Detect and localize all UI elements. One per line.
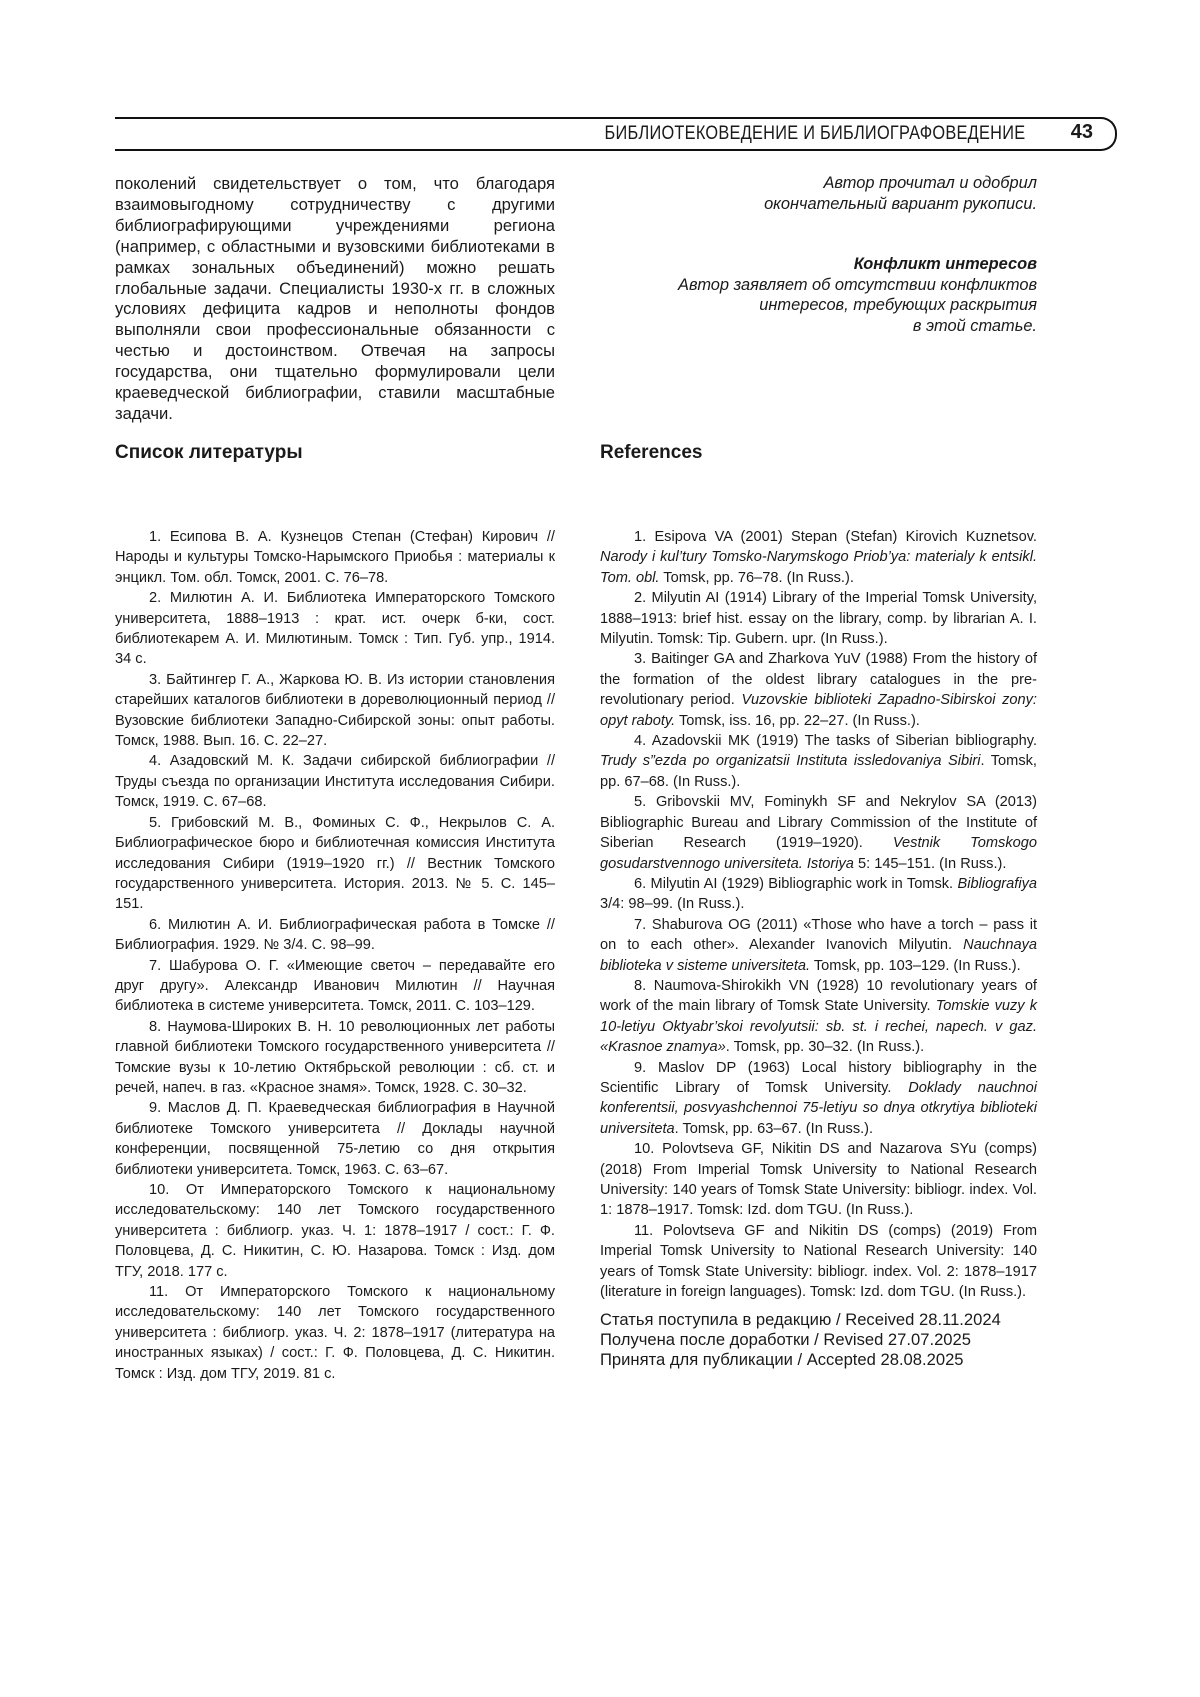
reference-source-title: Tomskie vuzy k 10-letiyu Oktyabr’skoi revolyutsii: sb. st. i rechei, napech. v gaz. «Krasnoe znamya» [600,998,1037,1055]
reference-text: . Tomsk, pp. 30–32. (In Russ.). [726,1039,924,1055]
reference-item: 10. От Императорского Томского к национальному исследовательскому: 140 лет Томского государственного университета : библиогр. указ. Ч. 1: 1878–1917 / сост.: Г. Ф. Половцева, Д. С. Никитин, С. Ю. Назарова. Томск : Изд. дом ТГУ, 2018. 177 с. [115,1180,555,1282]
reference-item: 3. Байтингер Г. А., Жаркова Ю. В. Из истории становления старейших каталогов библиотеки в дореволюционный период // Вузовские библиотеки Западно-Сибирской зоны: опыт работы. Томск, 1988. Вып. 16. С. 22–27. [115,670,555,752]
conflict-line: Автор заявляет об отсутствии конфликтов [600,275,1037,296]
reference-source-title: Vuzovskie biblioteki Zapadno-Sibirskoi zony: opyt raboty. [600,692,1037,728]
reference-text: Tomsk, iss. 16, pp. 22–27. (In Russ.). [675,713,920,729]
publication-dates [600,1310,1040,1370]
reference-text: 9. Maslov DP (1963) Local history bibliography in the Scientific Library of Tomsk University. [600,1060,1037,1096]
reference-text: 3/4: 98–99. (In Russ.). [600,896,744,912]
reference-text: 6. Milyutin AI (1929) Bibliographic work in Tomsk. [634,876,958,892]
conflict-line: в этой статье. [600,316,1037,337]
references-en-list [600,527,1037,1302]
reference-text: 7. Shaburova OG (2011) «Those who have a torch – pass it on to each other». Alexander Ivanovich Milyutin. [600,917,1037,953]
references-ru-list [115,527,555,1384]
reference-item [600,1058,1037,1140]
reference-text: 10. Polovtseva GF, Nikitin DS and Nazarova SYu (comps) (2018) From Imperial Tomsk University to National Research University: 140 years of Tomsk State University: bibliogr. index. Vol. 1: 1878–1917. Tomsk: Izd. dom TGU. (In Russ.). [600,1141,1037,1218]
approval-line: Автор прочитал и одобрил [600,173,1037,194]
reference-text: 1. Esipova VA (2001) Stepan (Stefan) Kirovich Kuznetsov. [634,529,1037,545]
reference-item: 5. Грибовский М. В., Фоминых С. Ф., Некрылов С. А. Библиографическое бюро и библиотечная комиссия Института исследования Сибири (1919–1920 гг.) // Вестник Томского государственного университета. История. 2013. № 5. С. 145–151. [115,813,555,915]
reference-text: 5. Gribovskii MV, Fominykh SF and Nekrylov SA (2013) Bibliographic Bureau and Library Commission of the Institute of Siberian Research (1919–1920). [600,794,1037,851]
reference-item [600,527,1037,588]
reference-text: 11. Polovtseva GF and Nikitin DS (comps) (2019) From Imperial Tomsk University to National Research University: 140 years of Tomsk State University: bibliogr. index. Vol. 2: 1878–1917 (literature in foreign languages). Tomsk: Izd. dom TGU. (In Russ.). [600,1223,1037,1300]
reference-item: 6. Милютин А. И. Библиографическая работа в Томске // Библиография. 1929. № 3/4. С. 98–99. [115,915,555,956]
reference-item [600,874,1037,915]
references-ru-heading: Список литературы [115,442,303,464]
reference-item [600,792,1037,874]
reference-text: Tomsk, pp. 103–129. (In Russ.). [810,958,1021,974]
author-notes [600,173,1037,337]
revised-date: Получена после доработки / Revised 27.07.2025 [600,1330,1040,1350]
reference-item: 2. Милютин А. И. Библиотека Императорского Томского университета, 1888–1913 : крат. ист. очерк б-ки, сост. библиотекарем А. И. Милютиным. Томск : Тип. Губ. упр., 1914. 34 с. [115,588,555,670]
reference-source-title: Narody i kul’tury Tomsko-Narymskogo Priob’ya: materialy k entsikl. Tom. obl. [600,549,1037,585]
reference-source-title: Doklady nauchnoi konferentsii, posvyashchennoi 75-letiyu so dnya otkrytiya biblioteki universiteta [600,1080,1037,1137]
reference-text: Tomsk, pp. 76–78. (In Russ.). [660,570,854,586]
conflict-heading: Конфликт интересов [600,254,1037,275]
reference-text: 2. Milyutin AI (1914) Library of the Imperial Tomsk University, 1888–1913: brief hist. essay on the library, comp. by librarian A. I. Milyutin. Tomsk: Tip. Gubern. upr. (In Russ.). [600,590,1037,647]
reference-text: . Tomsk, pp. 67–68. (In Russ.). [600,753,1037,789]
reference-item: 8. Наумова-Широких В. Н. 10 революционных лет работы главной библиотеки Томского государственного университета // Томские вузы к 10-летию Октябрьской революции : сб. ст. и речей, напеч. в газ. «Красное знамя». Томск, 1928. С. 30–32. [115,1017,555,1099]
reference-item: 7. Шабурова О. Г. «Имеющие светоч – передавайте его друг другу». Александр Иванович Милютин // Научная библиотека в системе университета. Томск, 2011. С. 103–129. [115,956,555,1017]
reference-source-title: Trudy s”ezda po organizatsii Instituta issledovaniya Sibiri [600,753,980,769]
page-number: 43 [1071,121,1093,144]
reference-source-title: Vestnik Tomskogo gosudarstvennogo universiteta. Istoriya [600,835,1037,871]
reference-item [600,649,1037,731]
received-date: Статья поступила в редакцию / Received 28.11.2024 [600,1310,1040,1330]
reference-item: 1. Есипова В. А. Кузнецов Степан (Стефан) Кирович // Народы и культуры Томско-Нарымского Приобья : материалы к энцикл. Том. обл. Томск, 2001. С. 76–78. [115,527,555,588]
running-header [115,117,1117,151]
reference-text: . Tomsk, pp. 63–67. (In Russ.). [675,1121,873,1137]
reference-item [600,1221,1037,1303]
reference-item: 4. Азадовский М. К. Задачи сибирской библиографии // Труды съезда по организации Института исследования Сибири. Томск, 1919. С. 67–68. [115,751,555,812]
reference-source-title: Nauchnaya biblioteka v sisteme universiteta. [600,937,1037,973]
reference-item [600,588,1037,649]
reference-text: 4. Azadovskii MK (1919) The tasks of Siberian bibliography. [634,733,1037,749]
reference-text: 8. Naumova-Shirokikh VN (1928) 10 revolutionary years of work of the main library of Tomsk State University. [600,978,1037,1014]
body-paragraph: поколений свидетельствует о том, что благодаря взаимовыгодному сотрудничеству с другими библиографирующими учреждениями региона (например, с областными и вузовскими библиотеками в рамках зональных объединений) можно решать глобальные задачи. Специалисты 1930-х гг. в сложных условиях дефицита кадров и неполноты фондов выполняли свои профессиональные обязанности с честью и достоинством. Отвечая на запросы государства, они тщательно формулировали цели краеведческой библиографии, ставили масштабные задачи. [115,174,555,425]
reference-source-title: Bibliografiya [958,876,1038,892]
reference-item [600,976,1037,1058]
reference-item [600,915,1037,976]
approval-line: окончательный вариант рукописи. [600,194,1037,215]
reference-item: 9. Маслов Д. П. Краеведческая библиография в Научной библиотеке Томского университета // Доклады научной конференции, посвященной 75-летию со дня открытия библиотеки университета. Томск, 1963. С. 63–67. [115,1098,555,1180]
reference-item: 11. От Императорского Томского к национальному исследовательскому: 140 лет Томского государственного университета : библиогр. указ. Ч. 2: 1878–1917 (литература на иностранных языках) / сост.: Г. Ф. Половцева, Д. С. Никитин. Томск : Изд. дом ТГУ, 2019. 81 с. [115,1282,555,1384]
reference-text: 3. Baitinger GA and Zharkova YuV (1988) From the history of the formation of the oldest library catalogues in the pre-revolutionary period. [600,651,1037,708]
accepted-date: Принята для публикации / Accepted 28.08.2025 [600,1350,1040,1370]
conflict-line: интересов, требующих раскрытия [600,295,1037,316]
reference-item [600,1139,1037,1221]
references-en-heading: References [600,442,702,464]
reference-item [600,731,1037,792]
section-title: БИБЛИОТЕКОВЕДЕНИЕ И БИБЛИОГРАФОВЕДЕНИЕ [604,123,1025,145]
reference-text: 5: 145–151. (In Russ.). [854,856,1007,872]
